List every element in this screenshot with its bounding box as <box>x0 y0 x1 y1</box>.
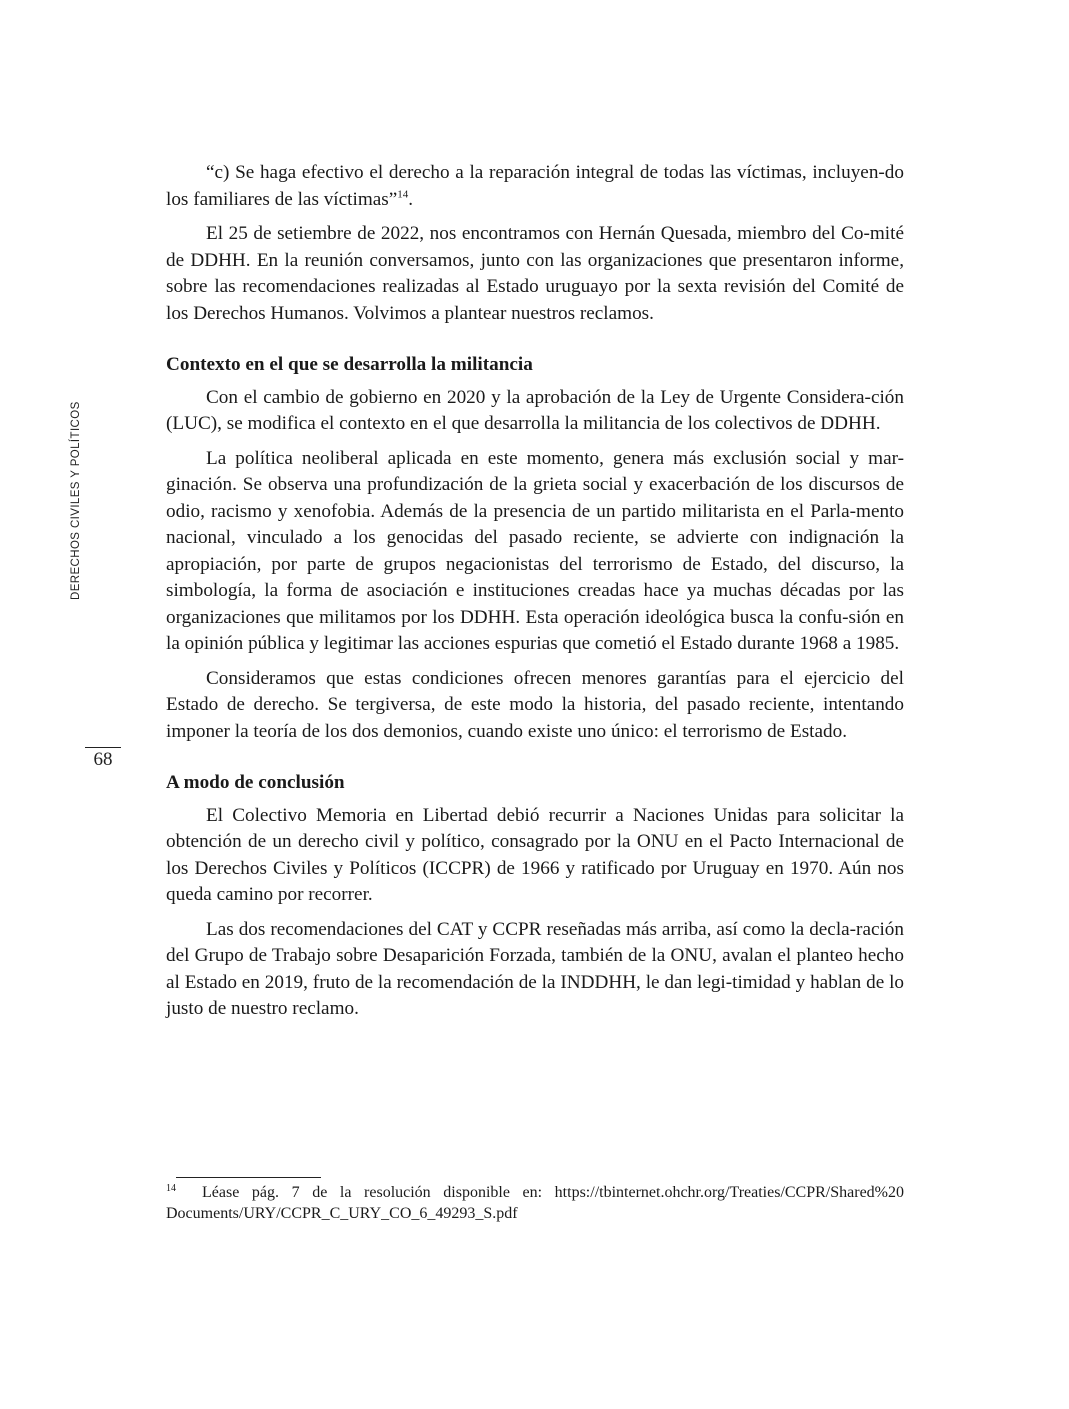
page-number-rule <box>85 747 121 748</box>
paragraph: La política neoliberal aplicada en este momento, genera más exclusión social y mar-ginación. Se observa una profundización de la grieta social y exacerbación de los discursos de odio, racismo y xenofobia. Además de la presencia de un partido militarista en el Parla-mento nacional, vinculado a los genocidas del pasado reciente, se advierte con indignación la apropiación, por parte de grupos negacionistas del terrorismo de Estado, del discurso, la simbología, la forma de asociación e instituciones creadas hace ya muchas décadas por las organizaciones que militamos por los DDHH. Esta operación ideológica busca la confu-sión en la opinión pública y legitimar las acciones espurias que cometió el Estado durante 1968 a 1985. <box>166 447 904 654</box>
paragraph: El 25 de setiembre de 2022, nos encontramos con Hernán Quesada, miembro del Co-mité de DDHH. En la reunión conversamos, junto con las organizaciones que presentaron informe, sobre las recomendaciones realizadas al Estado uruguayo por la sexta revisión del Comité de los Derechos Humanos. Volvimos a plantear nuestros reclamos. <box>166 223 904 324</box>
footnote-marker: 14 <box>166 1182 176 1194</box>
page-number: 68 <box>93 749 113 770</box>
paragraph: Con el cambio de gobierno en 2020 y la aprobación de la Ley de Urgente Considera-ción (LUC), se modifica el contexto en el que desarrolla la militancia de los colectivos de DDHH. <box>166 386 904 434</box>
footnote-reference: 14 <box>397 188 409 201</box>
section-heading: A modo de conclusión <box>166 772 345 793</box>
paragraph-quote-text: “c) Se haga efectivo el derecho a la reparación integral de todas las víctimas, incluyen-do los familiares de las víctimas” <box>166 162 904 210</box>
paragraph-quote-end: . <box>408 188 414 210</box>
footnote-text: Léase pág. 7 de la resolución disponible en: https://tbinternet.ohchr.org/Treaties/CCPR/Shared%20 Documents/URY/CCPR_C_URY_CO_6_49293_S.pdf <box>166 1184 904 1222</box>
footnote-rule <box>176 1177 321 1178</box>
paragraph: Consideramos que estas condiciones ofrecen menores garantías para el ejercicio del Estado de derecho. Se tergiversa, de este modo la historia, del pasado reciente, intentando imponer la teoría de los dos demonios, cuando existe uno único: el terrorismo de Estado. <box>166 667 904 742</box>
paragraph: El Colectivo Memoria en Libertad debió recurrir a Naciones Unidas para solicitar la obtención de un derecho civil y político, consagrado por la ONU en el Pacto Internacional de los Derechos Civiles y Políticos (ICCPR) de 1966 y ratificado por Uruguay en 1970. Aún nos queda camino por recorrer. <box>166 804 904 905</box>
paragraph: Las dos recomendaciones del CAT y CCPR reseñadas más arriba, así como la decla-ración del Grupo de Trabajo sobre Desaparición Forzada, también de la ONU, avalan el planteo hecho al Estado en 2019, fruto de la recomendación de la INDDHH, le dan legi-timidad y hablan de lo justo de nuestro reclamo. <box>166 918 904 1019</box>
paragraph-quote <box>166 160 904 213</box>
main-text <box>166 160 904 1031</box>
section-heading: Contexto en el que se desarrolla la militancia <box>166 354 533 375</box>
footnote <box>166 1182 904 1224</box>
running-head: DERECHOS CIVILES Y POLÍTICOS <box>70 401 82 600</box>
